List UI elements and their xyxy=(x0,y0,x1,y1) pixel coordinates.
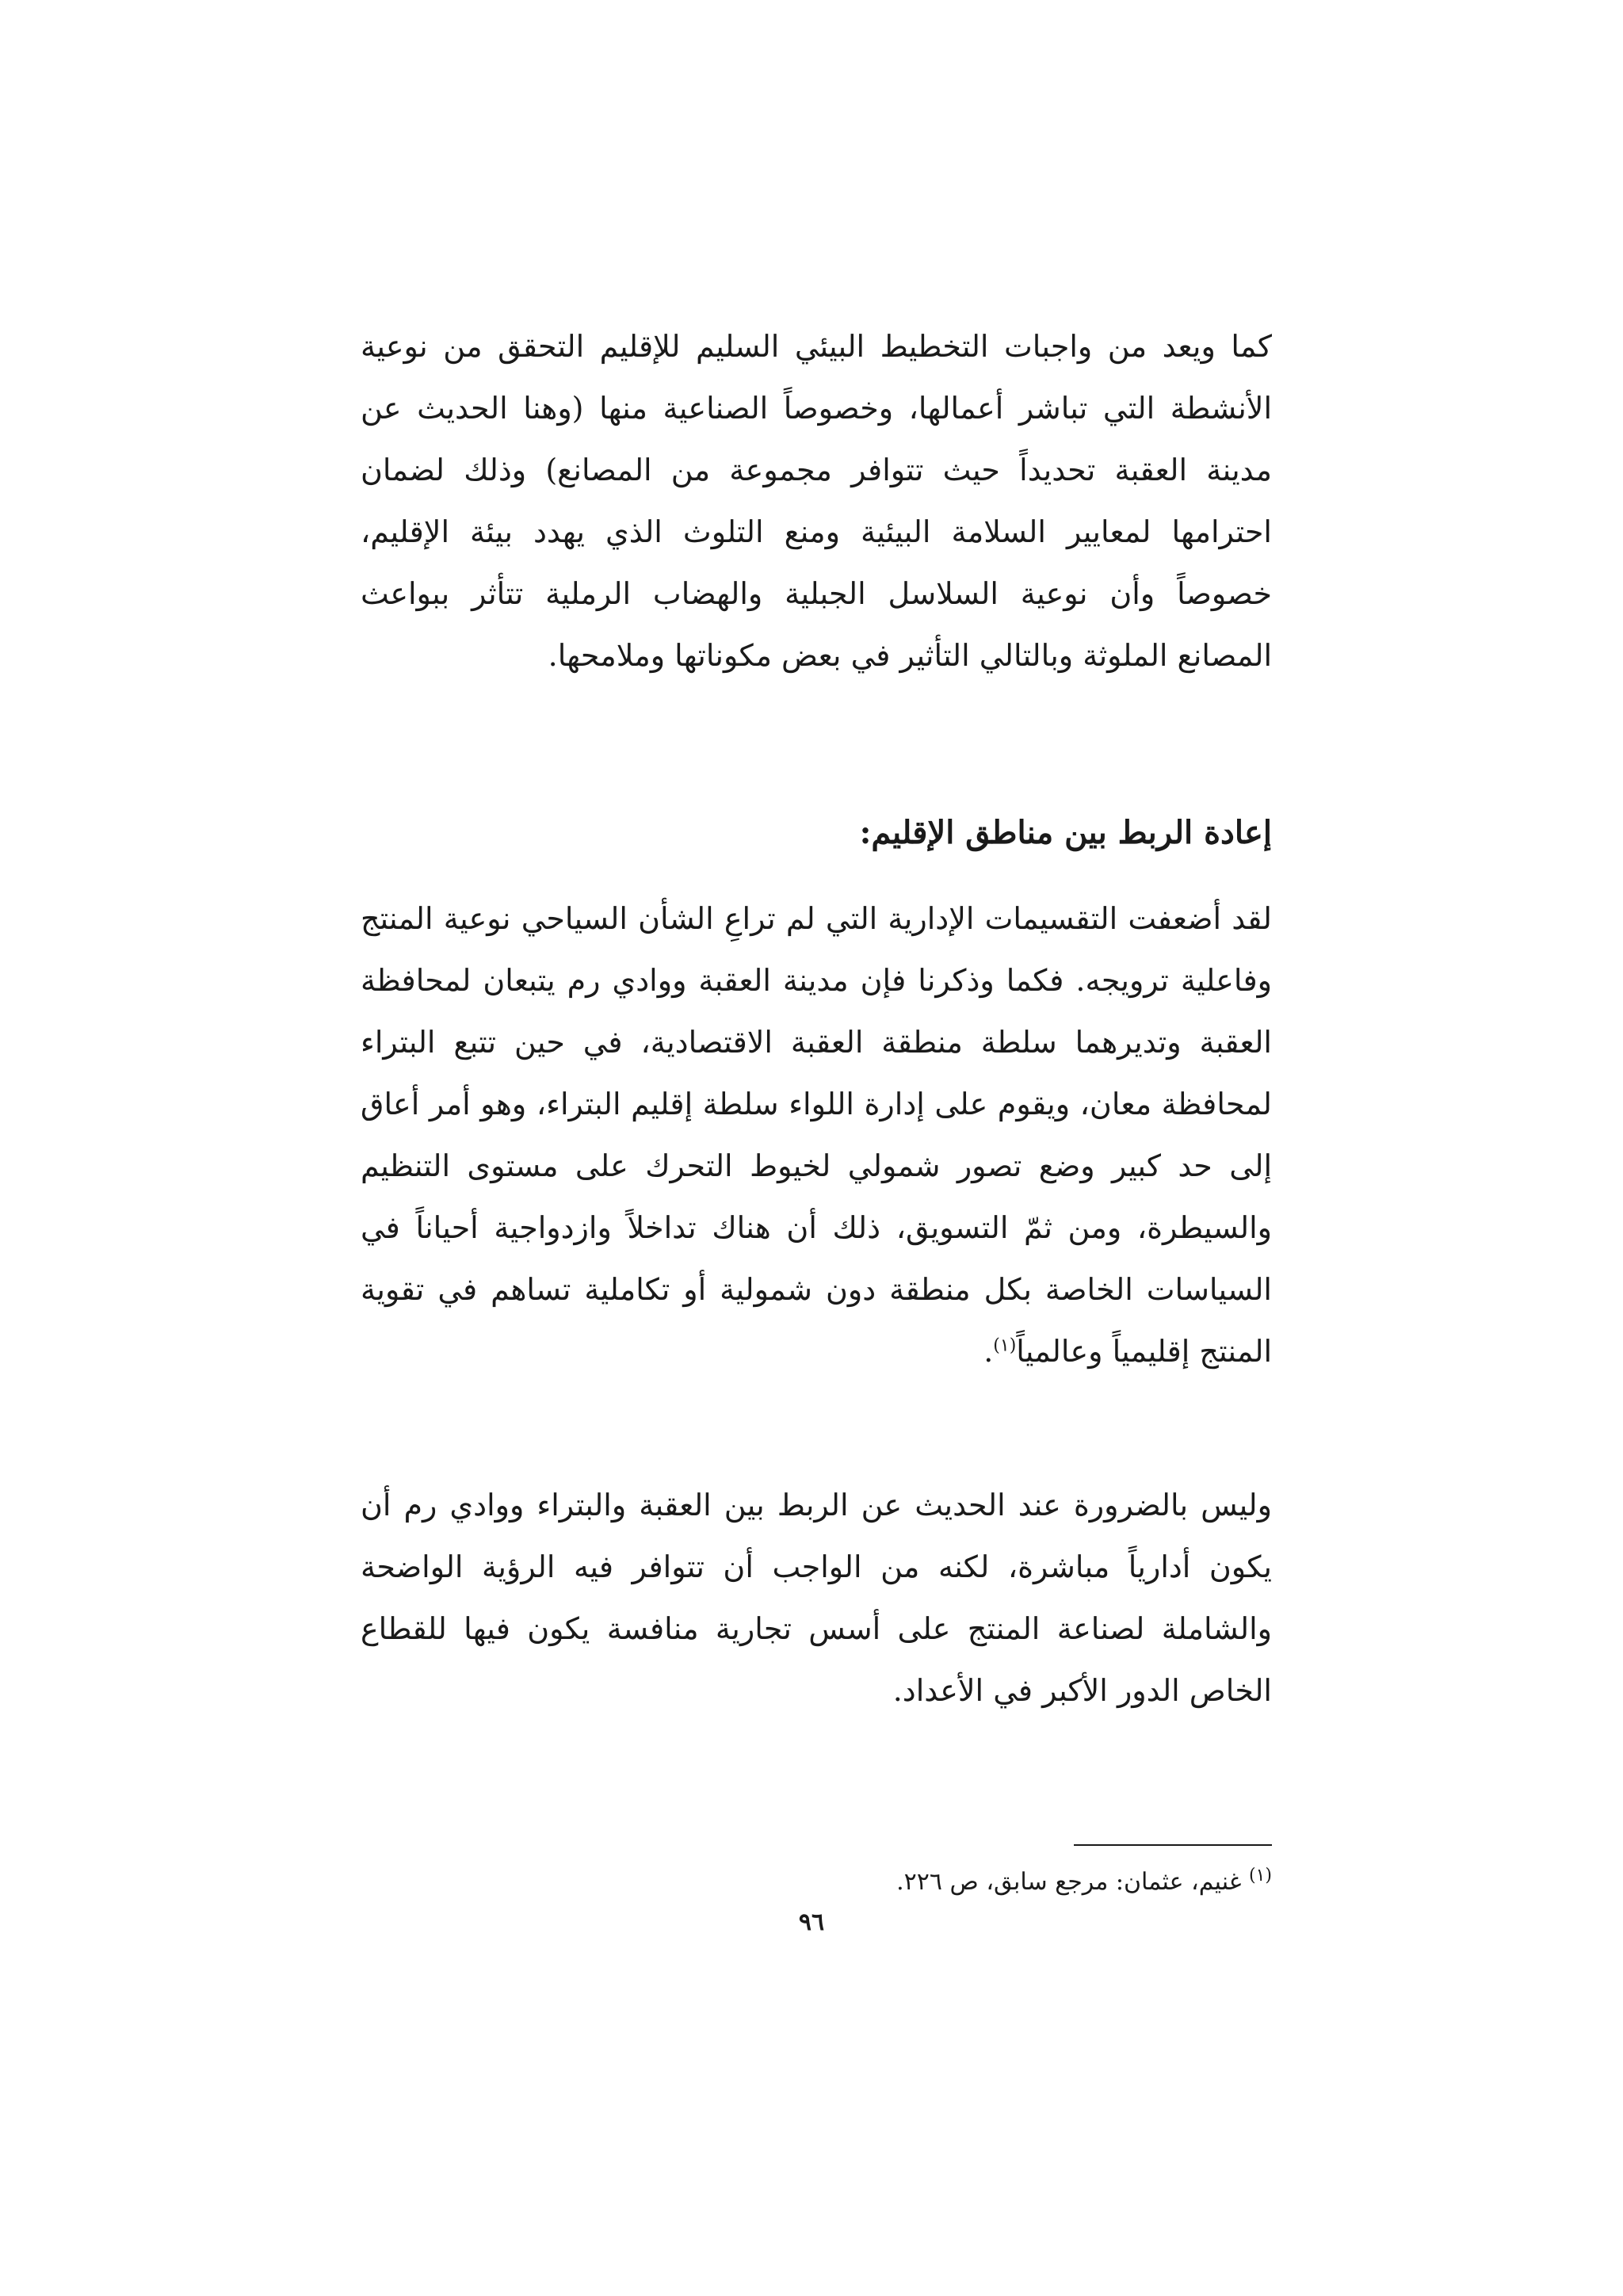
paragraph-2-text: لقد أضعفت التقسيمات الإدارية التي لم تراعِ الشأن السياحي نوعية المنتج وفاعلية ترويجه. فكما وذكرنا فإن مدينة العقبة ووادي رم يتبعان لمحافظة العقبة وتديرهما سلطة منطقة العقبة الاقتصادية، في حين تتبع البتراء لمحافظة معان، ويقوم على إدارة اللواء سلطة إقليم البتراء، وهو أمر أعاق إلى حد كبير وضع تصور شمولي لخيوط التحرك على مستوى التنظيم والسيطرة، ومن ثمّ التسويق، ذلك أن هناك تداخلاً وازدواجية أحياناً في السياسات الخاصة بكل منطقة دون شمولية أو تكاملية تساهم في تقوية المنتج إقليمياً وعالمياً xyxy=(361,901,1273,1369)
footnote-marker: (١) xyxy=(1248,1866,1272,1885)
footnote-reference[interactable]: (١) xyxy=(993,1335,1017,1356)
body-paragraph-1 xyxy=(361,315,1272,686)
paragraph-2-end: . xyxy=(983,1334,994,1369)
footnote-divider xyxy=(1074,1844,1272,1846)
section-heading xyxy=(361,802,1272,864)
footnote xyxy=(361,1862,1272,1902)
body-paragraph-2 xyxy=(361,888,1272,1382)
body-paragraph-3 xyxy=(361,1474,1272,1721)
section-heading-text: إعادة الربط بين مناطق الإقليم: xyxy=(859,814,1272,851)
footnote-text: غنيم، عثمان: مرجع سابق، ص ٢٢٦. xyxy=(896,1868,1249,1896)
paragraph-3-text: وليس بالضرورة عند الحديث عن الربط بين العقبة والبتراء ووادي رم أن يكون أدارياً مباشرة، لكنه من الواجب أن تتوافر فيه الرؤية الواضحة والشاملة لصناعة المنتج على أسس تجارية منافسة يكون فيها للقطاع الخاص الدور الأكبر في الأعداد. xyxy=(361,1488,1272,1708)
page-number: ٩٦ xyxy=(798,1908,825,1936)
paragraph-1-text: كما ويعد من واجبات التخطيط البيئي السليم للإقليم التحقق من نوعية الأنشطة التي تباشر أعمالها، وخصوصاً الصناعية منها (وهنا الحديث عن مدينة العقبة تحديداً حيث تتوافر مجموعة من المصانع) وذلك لضمان احترامها لمعايير السلامة البيئية ومنع التلوث الذي يهدد بيئة الإقليم، خصوصاً وأن نوعية السلاسل الجبلية والهضاب الرملية تتأثر ببواعث المصانع الملوثة وبالتالي التأثير في بعض مكوناتها وملامحها. xyxy=(361,329,1272,673)
